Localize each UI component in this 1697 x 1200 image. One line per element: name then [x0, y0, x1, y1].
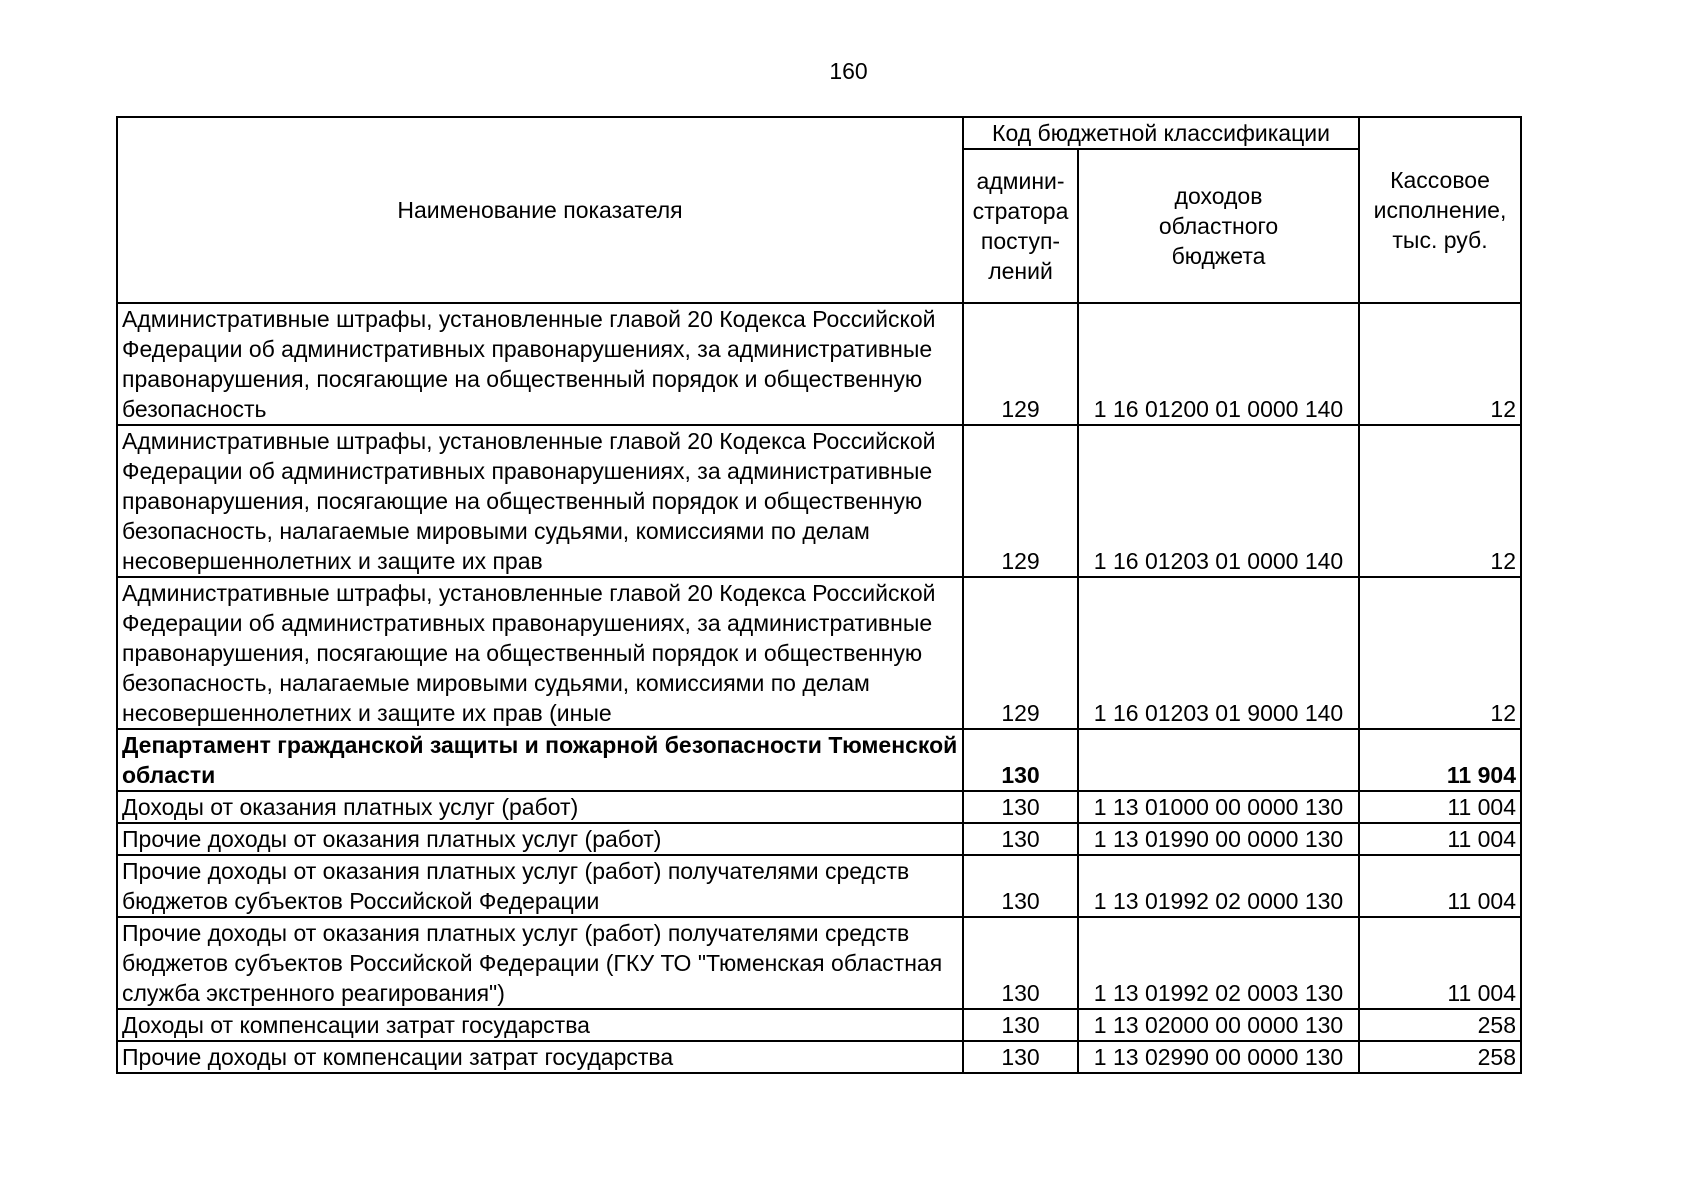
row-income-code: 1 13 01992 02 0003 130	[1078, 917, 1359, 1009]
row-income-code: 1 16 01203 01 9000 140	[1078, 577, 1359, 729]
row-amount: 258	[1359, 1009, 1521, 1041]
row-name: Прочие доходы от оказания платных услуг (работ) получателями средств бюджетов субъектов Российской Федерации (ГКУ ТО "Тюменская областная служба экстренного реагирования")	[117, 917, 963, 1009]
row-admin-code: 130	[963, 823, 1078, 855]
row-name: Прочие доходы от оказания платных услуг (работ)	[117, 823, 963, 855]
table-body	[117, 303, 1521, 1073]
row-amount: 12	[1359, 577, 1521, 729]
table-row	[117, 425, 1521, 577]
table-header	[117, 117, 1521, 303]
row-amount: 258	[1359, 1041, 1521, 1073]
budget-table	[116, 116, 1522, 1074]
row-amount: 12	[1359, 425, 1521, 577]
table-row	[117, 917, 1521, 1009]
table-row	[117, 855, 1521, 917]
header-cash-execution: Кассовое исполнение, тыс. руб.	[1359, 117, 1521, 303]
table-row	[117, 303, 1521, 425]
table-row	[117, 1009, 1521, 1041]
row-name: Прочие доходы от оказания платных услуг (работ) получателями средств бюджетов субъектов Российской Федерации	[117, 855, 963, 917]
row-name: Доходы от компенсации затрат государства	[117, 1009, 963, 1041]
row-admin-code: 129	[963, 577, 1078, 729]
row-name: Доходы от оказания платных услуг (работ)	[117, 791, 963, 823]
row-income-code: 1 16 01200 01 0000 140	[1078, 303, 1359, 425]
row-amount: 11 004	[1359, 791, 1521, 823]
row-income-code: 1 16 01203 01 0000 140	[1078, 425, 1359, 577]
row-admin-code: 130	[963, 917, 1078, 1009]
table-row	[117, 577, 1521, 729]
page-number: 160	[829, 58, 868, 84]
row-name: Прочие доходы от компенсации затрат государства	[117, 1041, 963, 1073]
table-row	[117, 823, 1521, 855]
row-name: Административные штрафы, установленные главой 20 Кодекса Российской Федерации об административных правонарушениях, за административные правонарушения, посягающие на общественный порядок и общественную безопасность, налагаемые мировыми судьями, комиссиями по делам несовершеннолетних и защите их прав (иные	[117, 577, 963, 729]
row-admin-code: 129	[963, 303, 1078, 425]
row-admin-code: 130	[963, 1009, 1078, 1041]
row-amount: 12	[1359, 303, 1521, 425]
row-admin-code: 130	[963, 791, 1078, 823]
header-administrator: админи- стратора поступ- лений	[963, 149, 1078, 303]
row-income-code: 1 13 02990 00 0000 130	[1078, 1041, 1359, 1073]
table-row-department	[117, 729, 1521, 791]
row-admin-code: 130	[963, 1041, 1078, 1073]
row-amount: 11 004	[1359, 917, 1521, 1009]
table-row	[117, 791, 1521, 823]
row-name: Административные штрафы, установленные главой 20 Кодекса Российской Федерации об административных правонарушениях, за административные правонарушения, посягающие на общественный порядок и общественную безопасность	[117, 303, 963, 425]
row-admin-code: 129	[963, 425, 1078, 577]
row-income-code: 1 13 01990 00 0000 130	[1078, 823, 1359, 855]
header-regional-income: доходов областного бюджета	[1078, 149, 1359, 303]
row-amount: 11 904	[1359, 729, 1521, 791]
header-classification-code: Код бюджетной классификации	[963, 117, 1359, 149]
table-row	[117, 1041, 1521, 1073]
row-name: Административные штрафы, установленные главой 20 Кодекса Российской Федерации об административных правонарушениях, за административные правонарушения, посягающие на общественный порядок и общественную безопасность, налагаемые мировыми судьями, комиссиями по делам несовершеннолетних и защите их прав	[117, 425, 963, 577]
row-income-code: 1 13 01000 00 0000 130	[1078, 791, 1359, 823]
row-income-code	[1078, 729, 1359, 791]
row-amount: 11 004	[1359, 823, 1521, 855]
row-admin-code: 130	[963, 855, 1078, 917]
header-name: Наименование показателя	[117, 117, 963, 303]
row-income-code: 1 13 01992 02 0000 130	[1078, 855, 1359, 917]
row-amount: 11 004	[1359, 855, 1521, 917]
row-income-code: 1 13 02000 00 0000 130	[1078, 1009, 1359, 1041]
row-name: Департамент гражданской защиты и пожарной безопасности Тюменской области	[117, 729, 963, 791]
row-admin-code: 130	[963, 729, 1078, 791]
